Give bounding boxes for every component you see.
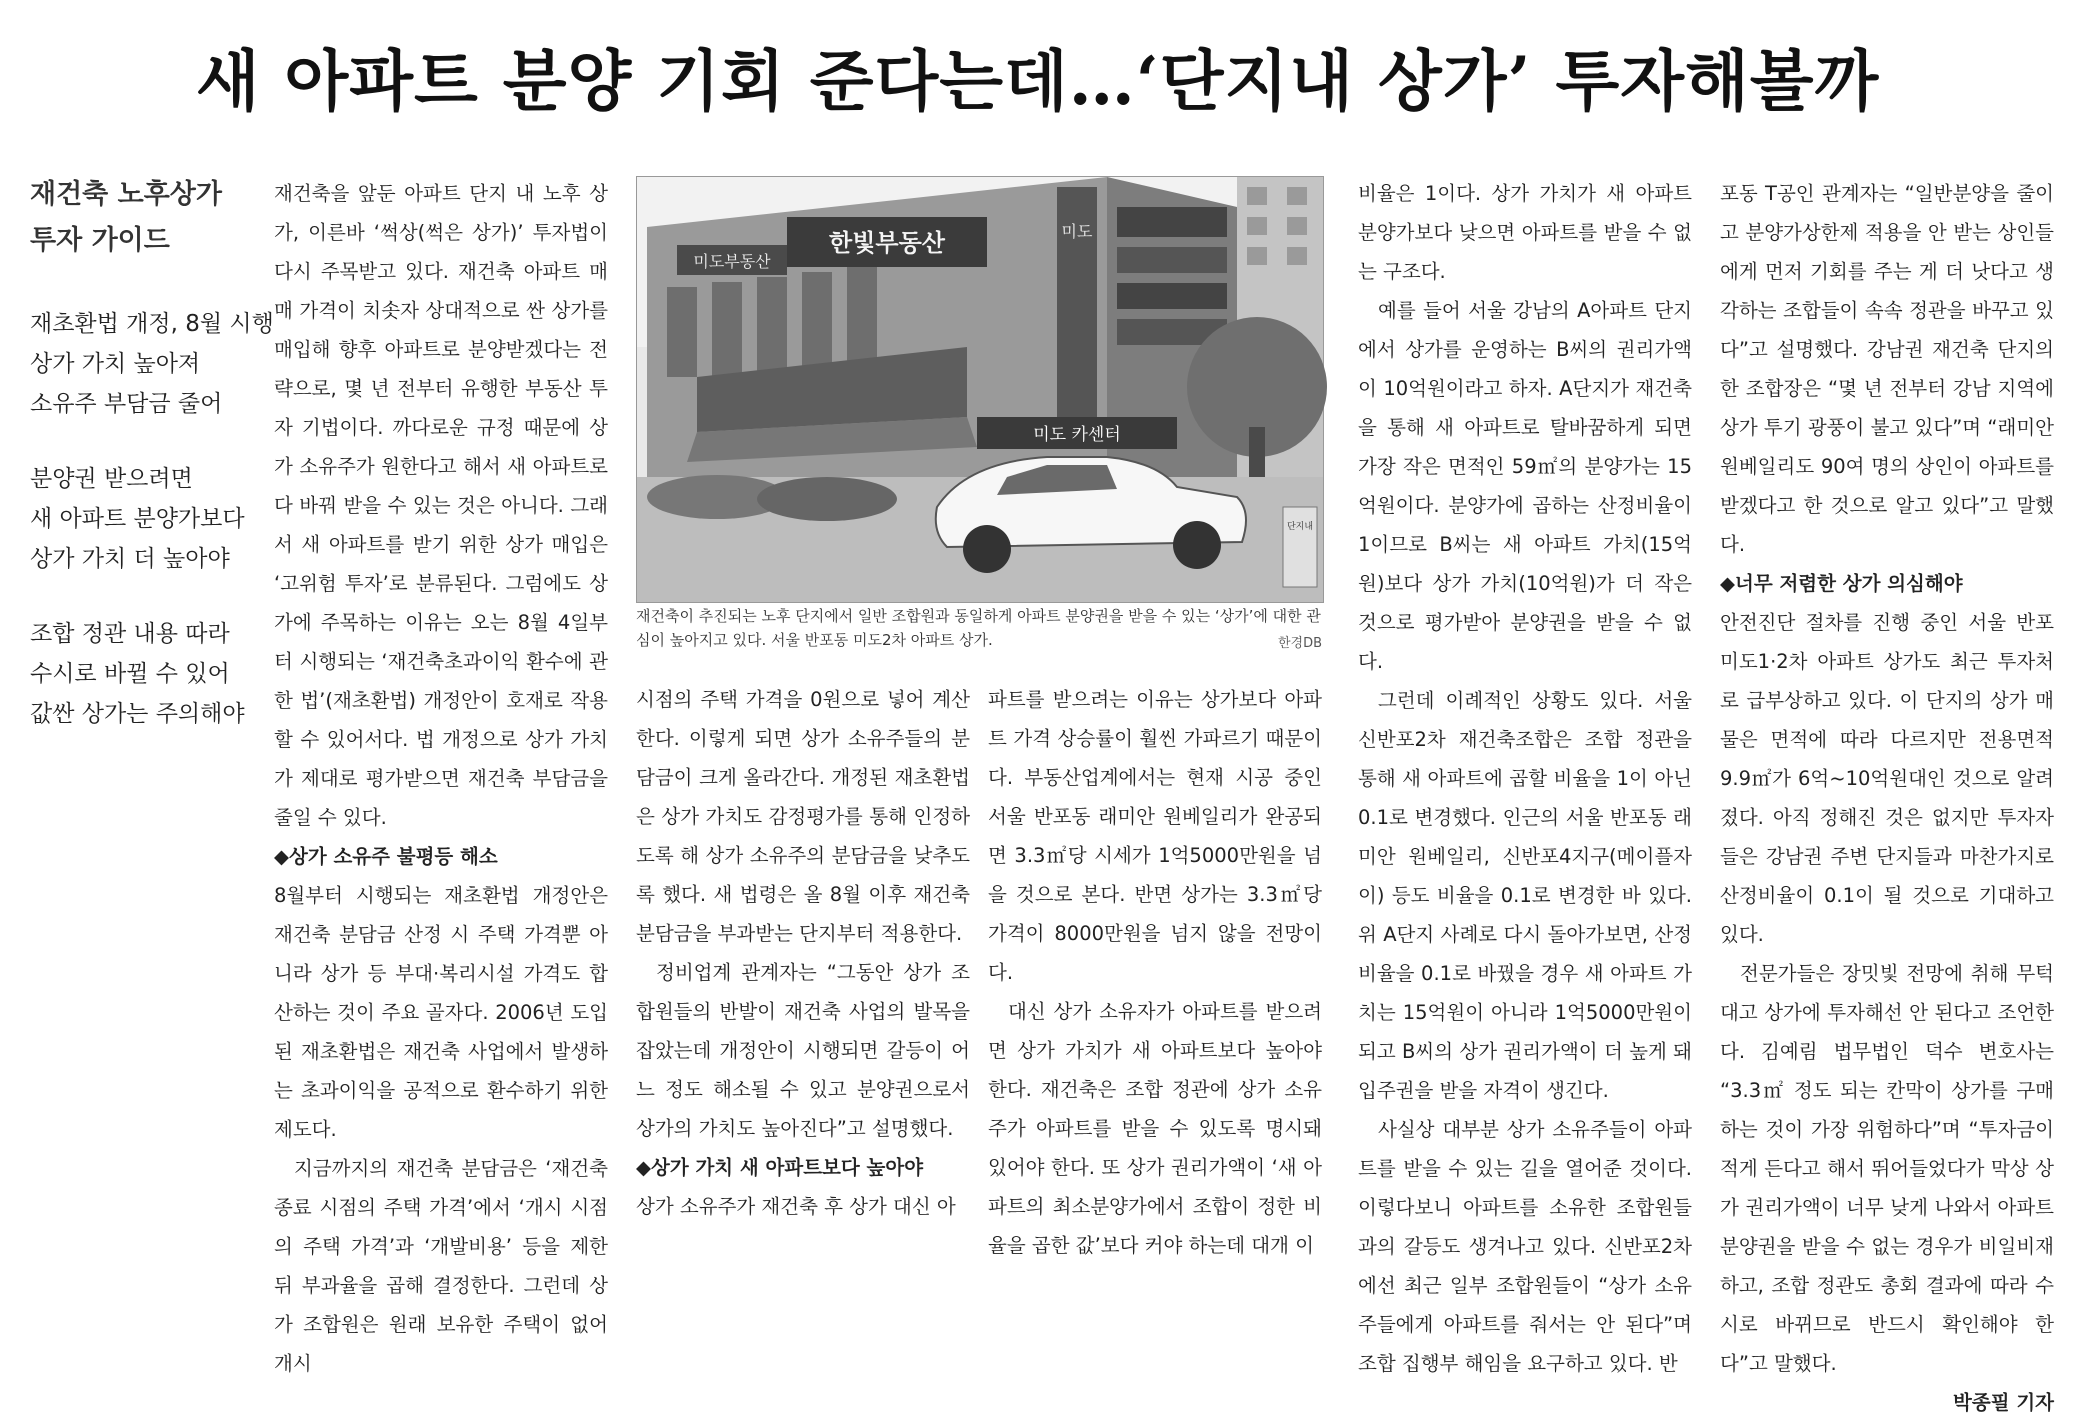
sidebar-point-line: 수시로 바뀔 수 있어 [30, 661, 230, 687]
article-column-4 [1358, 174, 1692, 1375]
article-column-5 [1720, 174, 2054, 1414]
subheading: ◆상가 가치 새 아파트보다 높아야 [636, 1156, 924, 1179]
sidebar-title [30, 172, 260, 264]
sidebar-summary [30, 172, 274, 769]
photo-credit: 한경DB [1277, 636, 1322, 651]
paragraph: 포동 T공인 관계자는 “일반분양을 줄이고 분양가상한제 적용을 안 받는 상인들에게 먼저 기회를 주는 게 더 낫다고 생각하는 조합들이 속속 정관을 바꾸고 있다”고 설명했다. 강남권 재건축 단지의 한 조합장은 “몇 년 전부터 강남 지역에 상가 투기 광풍이 불고 있다”며 “래미안 원베일리도 90여 명의 상인이 아파트를 받겠다고 한 것으로 알고 있다”고 말했다. [1720, 182, 2054, 556]
paragraph: 전문가들은 장밋빛 전망에 취해 무턱대고 상가에 투자해선 안 된다고 조언한다. 김예림 법무법인 덕수 변호사는 “3.3㎡ 정도 되는 칸막이 상가를 구매하는 것이 가장 위험하다”며 “투자금이 적게 든다고 해서 뛰어들었다가 막상 상가 권리가액이 너무 낮게 나와서 아파트 분양권을 받을 수 없는 경우가 비일비재하고, 조합 정관도 총회 결과에 따라 수시로 바뀌므로 반드시 확인해야 한다”고 말했다. [1720, 962, 2054, 1375]
sidebar-point-line: 값싼 상가는 주의해야 [30, 701, 245, 727]
subheading: ◆상가 소유주 불평등 해소 [274, 845, 498, 868]
paragraph: 예를 들어 서울 강남의 A아파트 단지에서 상가를 운영하는 B씨의 권리가액이 10억원이라고 하자. A단지가 재건축을 통해 새 아파트로 탈바꿈하게 되면 가장 작은 면적인 59㎡의 분양가는 15억원이다. 분양가에 곱하는 산정비율이 1이므로 B씨는 새 아파트 가치(15억원)보다 상가 가치(10억원)가 더 작은 것으로 평가받아 분양권을 받을 수 없다. [1358, 299, 1692, 673]
byline-row [1720, 1383, 2054, 1422]
article-column-1 [274, 174, 608, 1375]
photo-caption [636, 604, 1322, 656]
headline: 새 아파트 분양 기회 준다는데…‘단지내 상가’ 투자해볼까 [195, 42, 1880, 120]
article-column-3 [988, 680, 1322, 1257]
sidebar-point-line: 소유주 부담금 줄어 [30, 391, 223, 417]
sign-text: 미도 카센터 [1033, 425, 1121, 445]
paragraph: 상가 소유주가 재건축 후 상가 대신 아 [636, 1195, 956, 1218]
sign-text: 단지내 [1286, 522, 1314, 532]
caption-text: 재건축이 추진되는 노후 단지에서 일반 조합원과 동일하게 아파트 분양권을 받을 수 있는 ‘상가’에 대한 관심이 높아지고 있다. 서울 반포동 미도2차 아파트 상가. [636, 607, 1321, 649]
paragraph: 대신 상가 소유자가 아파트를 받으려면 상가 가치가 새 아파트보다 높아야 한다. 재건축은 조합 정관에 상가 소유주가 아파트를 받을 수 있도록 명시돼 있어야 한다. 또 상가 권리가액이 ‘새 아파트의 최소분양가에서 조합이 정한 비율을 곱한 값’보다 커야 하는데 대개 이 [988, 1000, 1322, 1257]
sidebar-point-line: 조합 정관 내용 따라 [30, 621, 230, 647]
paragraph: 안전진단 절차를 진행 중인 서울 반포 미도1·2차 아파트 상가도 최근 투자처로 급부상하고 있다. 이 단지의 상가 매물은 면적에 따라 다르지만 전용면적 9.9㎡가 6억~10억원대인 것으로 알려졌다. 아직 정해진 것은 없지만 투자자들은 강남권 주변 단지들과 마찬가지로 산정비율이 0.1이 될 것으로 기대하고 있다. [1720, 611, 2054, 946]
sidebar-point [30, 304, 274, 424]
sidebar-point-line: 상가 가치 더 높아야 [30, 546, 230, 572]
paragraph: 재건축을 앞둔 아파트 단지 내 노후 상가, 이른바 ‘썩상(썩은 상가)’ 투자법이 다시 주목받고 있다. 재건축 아파트 매매 가격이 치솟자 상대적으로 싼 상가를 매입해 향후 아파트로 분양받겠다는 전략으로, 몇 년 전부터 유행한 부동산 투자 기법이다. 까다로운 규정 때문에 상가 소유주가 원한다고 해서 새 아파트로 다 바꿔 받을 수 있는 것은 아니다. 그래서 새 아파트를 받기 위한 상가 매입은 ‘고위험 투자’로 분류된다. 그럼에도 상가에 주목하는 이유는 오는 8월 4일부터 시행되는 ‘재건축초과이익 환수에 관한 법’(재초환법) 개정안이 호재로 작용할 수 있어서다. 법 개정으로 상가 가치가 제대로 평가받으면 재건축 부담금을 줄일 수 있다. [274, 182, 608, 829]
paragraph: 시점의 주택 가격을 0원으로 넣어 계산한다. 이렇게 되면 상가 소유주들의 분담금이 크게 올라간다. 개정된 재초환법은 상가 가치도 감정평가를 통해 인정하도록 해 상가 소유주의 분담금을 낮추도록 했다. 새 법령은 올 8월 이후 재건축 분담금을 부과받는 단지부터 적용한다. [636, 688, 970, 945]
paragraph: 그런데 이례적인 상황도 있다. 서울 신반포2차 재건축조합은 조합 정관을 통해 새 아파트에 곱할 비율을 1이 아닌 0.1로 변경했다. 인근의 서울 반포동 래미안 원베일리, 신반포4지구(메이플자이) 등도 비율을 0.1로 변경한 바 있다. 위 A단지 사례로 다시 돌아가보면, 산정비율을 0.1로 바꿨을 경우 새 아파트 가치는 15억원이 아니라 1억5000만원이 되고 B씨의 상가 권리가액이 더 높게 돼 입주권을 받을 자격이 생긴다. [1358, 689, 1692, 1102]
sidebar-point-line: 분양권 받으려면 [30, 466, 193, 492]
paragraph: 비율은 1이다. 상가 가치가 새 아파트 분양가보다 낮으면 아파트를 받을 수 없는 구조다. [1358, 182, 1692, 283]
sidebar-title-line: 재건축 노후상가 [30, 179, 222, 210]
paragraph: 파트를 받으려는 이유는 상가보다 아파트 가격 상승률이 훨씬 가파르기 때문이다. 부동산업계에서는 현재 시공 중인 서울 반포동 래미안 원베일리가 완공되면 3.3㎡당 시세가 1억5000만원을 넘을 것으로 본다. 반면 상가는 3.3㎡당 가격이 8000만원을 넘지 않을 전망이다. [988, 688, 1322, 984]
paragraph: 8월부터 시행되는 재초환법 개정안은 재건축 분담금 산정 시 주택 가격뿐 아니라 상가 등 부대·복리시설 가격도 합산하는 것이 주요 골자다. 2006년 도입된 재초환법은 재건축 사업에서 발생하는 초과이익을 공적으로 환수하기 위한 제도다. [274, 884, 608, 1141]
subheading: ◆너무 저렴한 상가 의심해야 [1720, 572, 1963, 595]
sign-text: 미도부동산 [693, 252, 771, 271]
sidebar-point-line: 상가 가치 높아져 [30, 351, 201, 377]
sign-text: 미도 [1061, 222, 1093, 241]
article-column-2 [636, 680, 970, 1218]
sidebar-point-line: 재초환법 개정, 8월 시행 [30, 311, 274, 337]
paragraph: 지금까지의 재건축 분담금은 ‘재건축 종료 시점의 주택 가격’에서 ‘개시 시점의 주택 가격’과 ‘개발비용’ 등을 제한 뒤 부과율을 곱해 결정한다. 그런데 상가 조합원은 원래 보유한 주택이 없어 개시 [274, 1157, 608, 1375]
sidebar-point-line: 새 아파트 분양가보다 [30, 506, 245, 532]
photo-illustration [637, 177, 1323, 602]
photo-mido-apartment-shops [636, 176, 1324, 603]
sidebar-point [30, 614, 260, 734]
byline: 박종필 기자 [1953, 1391, 2054, 1414]
sidebar-title-line: 투자 가이드 [30, 225, 170, 256]
paragraph: 정비업계 관계자는 “그동안 상가 조합원들의 반발이 재건축 사업의 발목을 잡았는데 개정안이 시행되면 갈등이 어느 정도 해소될 수 있고 분양권으로서 상가의 가치도 높아진다”고 설명했다. [636, 961, 970, 1140]
sign-text: 한빛부동산 [829, 229, 945, 257]
paragraph: 사실상 대부분 상가 소유주들이 아파트를 받을 수 있는 길을 열어준 것이다. 이렇다보니 아파트를 소유한 조합원들과의 갈등도 생겨나고 있다. 신반포2차에선 최근 일부 조합원들이 “상가 소유주들에게 아파트를 줘서는 안 된다”며 조합 집행부 해임을 요구하고 있다. 반 [1358, 1118, 1692, 1375]
sidebar-point [30, 459, 260, 579]
